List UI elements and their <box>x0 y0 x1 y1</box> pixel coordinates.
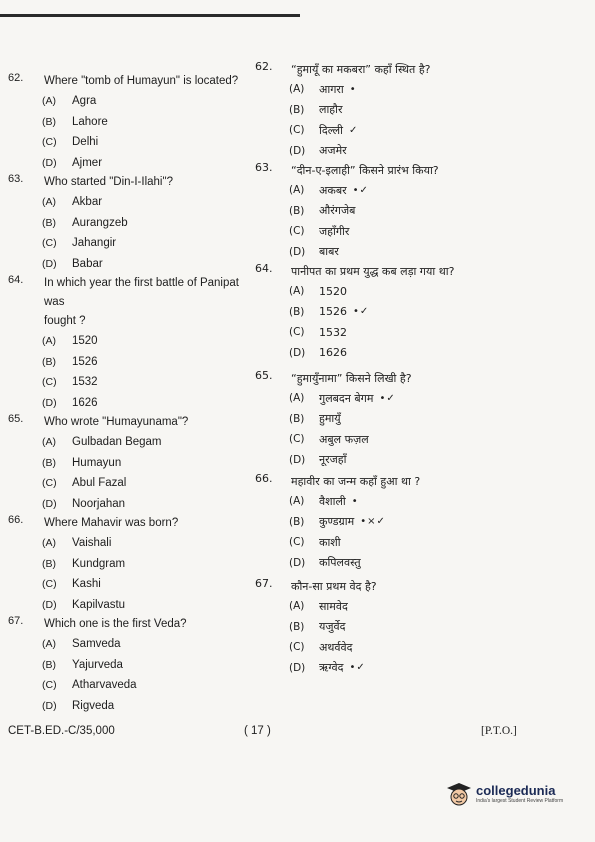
handwritten-tick-mark: • <box>351 495 359 507</box>
answer-option <box>42 132 258 153</box>
question-text: fought ? <box>44 315 86 327</box>
handwritten-tick-mark: •✓ <box>349 662 366 674</box>
answer-option <box>42 595 258 616</box>
answer-option <box>42 453 258 474</box>
question-number: 63. <box>255 161 273 174</box>
answer-option <box>289 388 555 409</box>
option-text: 1520 <box>319 284 347 298</box>
answer-option <box>289 429 555 450</box>
answer-option <box>289 120 555 141</box>
answer-option <box>289 409 555 430</box>
option-label: (B) <box>289 204 305 217</box>
answer-option <box>42 192 258 213</box>
pto-note: [P.T.O.] <box>481 725 517 737</box>
handwritten-tick-mark: • <box>349 83 357 95</box>
option-text: Kapilvastu <box>72 598 126 611</box>
option-text: Kashi <box>72 578 101 591</box>
option-label: (C) <box>42 578 57 591</box>
option-label: (A) <box>289 600 305 613</box>
option-label: (B) <box>42 557 56 570</box>
option-label: (A) <box>42 196 56 209</box>
hindi-question-65 <box>255 369 555 470</box>
option-text: 1526 <box>72 355 98 368</box>
handwritten-tick-mark: •✓ <box>379 392 396 404</box>
brand-name: collegedunia <box>476 783 556 798</box>
option-label: (B) <box>42 216 56 229</box>
question-text: कौन-सा प्रथम वेद है? <box>291 580 377 593</box>
hindi-question-67 <box>255 577 555 678</box>
question-text: “हुमायूँ का मकबरा” कहाँ स्थित है? <box>291 63 431 76</box>
answer-option <box>42 372 258 393</box>
question-text: Which one is the first Veda? <box>44 618 187 630</box>
answer-option <box>42 494 258 515</box>
option-label: (C) <box>289 433 305 446</box>
option-label: (D) <box>42 396 57 409</box>
english-question-66 <box>8 514 258 615</box>
option-label: (B) <box>289 620 305 633</box>
option-label: (A) <box>42 537 56 550</box>
option-text: आगरा <box>319 82 344 96</box>
answer-option <box>289 343 555 364</box>
option-text: जहाँगीर <box>319 224 350 238</box>
english-question-63 <box>8 173 258 274</box>
handwritten-tick-mark: ✓ <box>348 124 359 136</box>
option-label: (A) <box>289 392 305 405</box>
option-label: (D) <box>42 497 57 510</box>
answer-option <box>42 554 258 575</box>
hindi-question-63 <box>255 161 555 262</box>
answer-option <box>42 696 258 717</box>
option-text: यजुर्वेद <box>319 620 346 634</box>
handwritten-tick-mark: •✓ <box>353 306 370 318</box>
option-label: (D) <box>289 245 306 258</box>
answer-option <box>289 512 555 533</box>
answer-option <box>289 322 555 343</box>
option-text: नूरजहाँ <box>319 453 347 467</box>
option-text: Ajmer <box>72 156 103 169</box>
option-label: (B) <box>289 515 305 528</box>
option-label: (D) <box>289 661 306 674</box>
option-label: (B) <box>42 355 56 368</box>
option-text: दिल्ली <box>319 123 343 137</box>
question-text: “दीन-ए-इलाही” किसने प्रारंभ किया? <box>291 164 439 177</box>
option-label: (B) <box>42 456 56 469</box>
answer-option <box>289 532 555 553</box>
question-text: In which year the first battle of Panipat was <box>44 277 239 308</box>
answer-option <box>289 281 555 302</box>
option-text: 1532 <box>319 325 347 339</box>
handwritten-tick-mark: •×✓ <box>360 516 386 528</box>
option-label: (C) <box>42 376 57 389</box>
answer-option <box>289 242 555 263</box>
option-text: Abul Fazal <box>72 477 127 490</box>
option-label: (A) <box>42 95 56 108</box>
english-questions-column <box>8 60 258 716</box>
option-text: Kundgram <box>72 557 126 570</box>
answer-option <box>289 491 555 512</box>
question-number: 65. <box>255 369 273 382</box>
question-text: Who started "Din-I-Ilahi"? <box>44 176 173 188</box>
option-label: (D) <box>42 257 57 270</box>
hindi-question-62 <box>255 60 555 161</box>
answer-option <box>289 141 555 162</box>
graduate-mascot-icon <box>446 781 472 807</box>
top-rule <box>0 14 300 17</box>
option-text: Babar <box>72 257 103 270</box>
hindi-questions-column <box>255 60 555 678</box>
option-label: (D) <box>42 699 57 712</box>
paper-code: CET-B.ED.-C/35,000 <box>8 725 115 737</box>
answer-option <box>42 233 258 254</box>
answer-option <box>42 432 258 453</box>
option-label: (D) <box>289 556 306 569</box>
question-number: 65. <box>8 413 24 425</box>
option-label: (A) <box>42 335 56 348</box>
hindi-question-66 <box>255 472 555 573</box>
option-text: वैशाली <box>319 494 346 508</box>
question-number: 67. <box>255 577 273 590</box>
answer-option <box>42 153 258 174</box>
answer-option <box>289 658 555 679</box>
option-text: Samveda <box>72 638 121 651</box>
option-text: 1532 <box>72 376 98 389</box>
option-text: Vaishali <box>72 537 112 550</box>
option-text: काशी <box>319 535 341 549</box>
answer-option <box>42 112 258 133</box>
option-text: कुण्डग्राम <box>319 515 355 529</box>
answer-option <box>289 201 555 222</box>
option-label: (C) <box>289 124 305 137</box>
answer-option <box>289 596 555 617</box>
question-text: Where "tomb of Humayun" is located? <box>44 75 239 87</box>
option-text: Akbar <box>72 196 103 209</box>
option-label: (B) <box>289 103 305 116</box>
option-label: (B) <box>42 115 56 128</box>
answer-option <box>289 100 555 121</box>
answer-option <box>42 331 258 352</box>
answer-option <box>42 473 258 494</box>
option-label: (D) <box>289 453 306 466</box>
option-label: (A) <box>289 184 305 197</box>
question-number: 64. <box>8 274 24 286</box>
answer-option <box>289 617 555 638</box>
question-number: 66. <box>8 514 24 526</box>
option-label: (C) <box>289 536 305 549</box>
question-number: 62. <box>255 60 273 73</box>
answer-option <box>42 213 258 234</box>
answer-option <box>42 91 258 112</box>
option-text: गुलबदन बेगम <box>319 391 374 405</box>
answer-option <box>42 254 258 275</box>
option-text: अकबर <box>319 183 347 197</box>
option-label: (B) <box>42 658 56 671</box>
option-label: (D) <box>42 156 57 169</box>
english-question-67 <box>8 615 258 716</box>
option-text: 1626 <box>319 346 347 360</box>
option-text: 1520 <box>72 335 98 348</box>
option-text: अथर्ववेद <box>319 640 353 654</box>
option-text: Yajurveda <box>72 658 123 671</box>
english-question-64 <box>8 274 258 413</box>
option-text: औरंगजेब <box>319 204 356 218</box>
option-label: (C) <box>289 326 305 339</box>
hindi-question-64 <box>255 262 555 363</box>
answer-option <box>289 637 555 658</box>
option-text: 1526 <box>319 305 347 319</box>
option-label: (A) <box>42 638 56 651</box>
option-text: सामवेद <box>319 599 348 613</box>
answer-option <box>42 352 258 373</box>
answer-option <box>289 79 555 100</box>
option-text: अजमेर <box>319 144 347 158</box>
answer-option <box>42 574 258 595</box>
option-text: Rigveda <box>72 699 115 712</box>
option-label: (D) <box>289 144 306 157</box>
answer-option <box>42 675 258 696</box>
option-text: 1626 <box>72 396 98 409</box>
option-label: (B) <box>289 305 305 318</box>
option-text: Humayun <box>72 456 122 469</box>
answer-option <box>42 393 258 414</box>
option-text: Gulbadan Begam <box>72 436 162 449</box>
answer-option <box>289 302 555 323</box>
option-text: Aurangzeb <box>72 216 128 229</box>
answer-option <box>289 553 555 574</box>
question-number: 64. <box>255 262 273 275</box>
option-text: Agra <box>72 95 97 108</box>
brand-tagline: India's largest Student Review Platform <box>476 798 564 804</box>
option-label: (A) <box>289 495 305 508</box>
option-label: (C) <box>289 225 305 238</box>
option-label: (D) <box>42 598 57 611</box>
option-label: (D) <box>289 346 306 359</box>
english-question-65 <box>8 413 258 514</box>
question-number: 66. <box>255 472 273 485</box>
option-label: (C) <box>42 477 57 490</box>
option-label: (C) <box>42 237 57 250</box>
option-label: (A) <box>289 285 305 298</box>
question-number: 67. <box>8 615 24 627</box>
answer-option <box>289 221 555 242</box>
option-text: Delhi <box>72 136 99 149</box>
question-text: पानीपत का प्रथम युद्ध कब लड़ा गया था? <box>291 265 455 278</box>
option-text: ऋग्वेद <box>319 661 344 675</box>
option-text: Lahore <box>72 115 108 128</box>
answer-option <box>42 634 258 655</box>
option-text: Noorjahan <box>72 497 126 510</box>
question-text: महावीर का जन्म कहाँ हुआ था ? <box>291 475 421 488</box>
answer-option <box>289 450 555 471</box>
option-label: (C) <box>42 136 57 149</box>
question-text: “हुमायुँनामा” किसने लिखी है? <box>291 372 412 385</box>
question-text: Who wrote "Humayunama"? <box>44 416 189 428</box>
option-label: (A) <box>289 83 305 96</box>
option-text: हुमायुँ <box>319 412 341 426</box>
question-number: 62. <box>8 72 24 84</box>
page-number: ( 17 ) <box>244 725 271 737</box>
option-label: (A) <box>42 436 56 449</box>
option-text: Jahangir <box>72 237 117 250</box>
answer-option <box>42 533 258 554</box>
option-text: लाहौर <box>319 103 343 117</box>
option-label: (B) <box>289 412 305 425</box>
option-label: (C) <box>289 641 305 654</box>
question-text: Where Mahavir was born? <box>44 517 179 529</box>
option-text: अबुल फज़ल <box>319 432 369 446</box>
option-text: बाबर <box>319 245 339 259</box>
handwritten-tick-mark: •✓ <box>352 184 369 196</box>
answer-option <box>289 180 555 201</box>
collegedunia-logo <box>446 781 563 807</box>
answer-option <box>42 655 258 676</box>
question-number: 63. <box>8 173 24 185</box>
option-text: Atharvaveda <box>72 679 137 692</box>
option-text: कपिलवस्तु <box>319 556 361 570</box>
english-question-62 <box>8 72 258 173</box>
option-label: (C) <box>42 679 57 692</box>
